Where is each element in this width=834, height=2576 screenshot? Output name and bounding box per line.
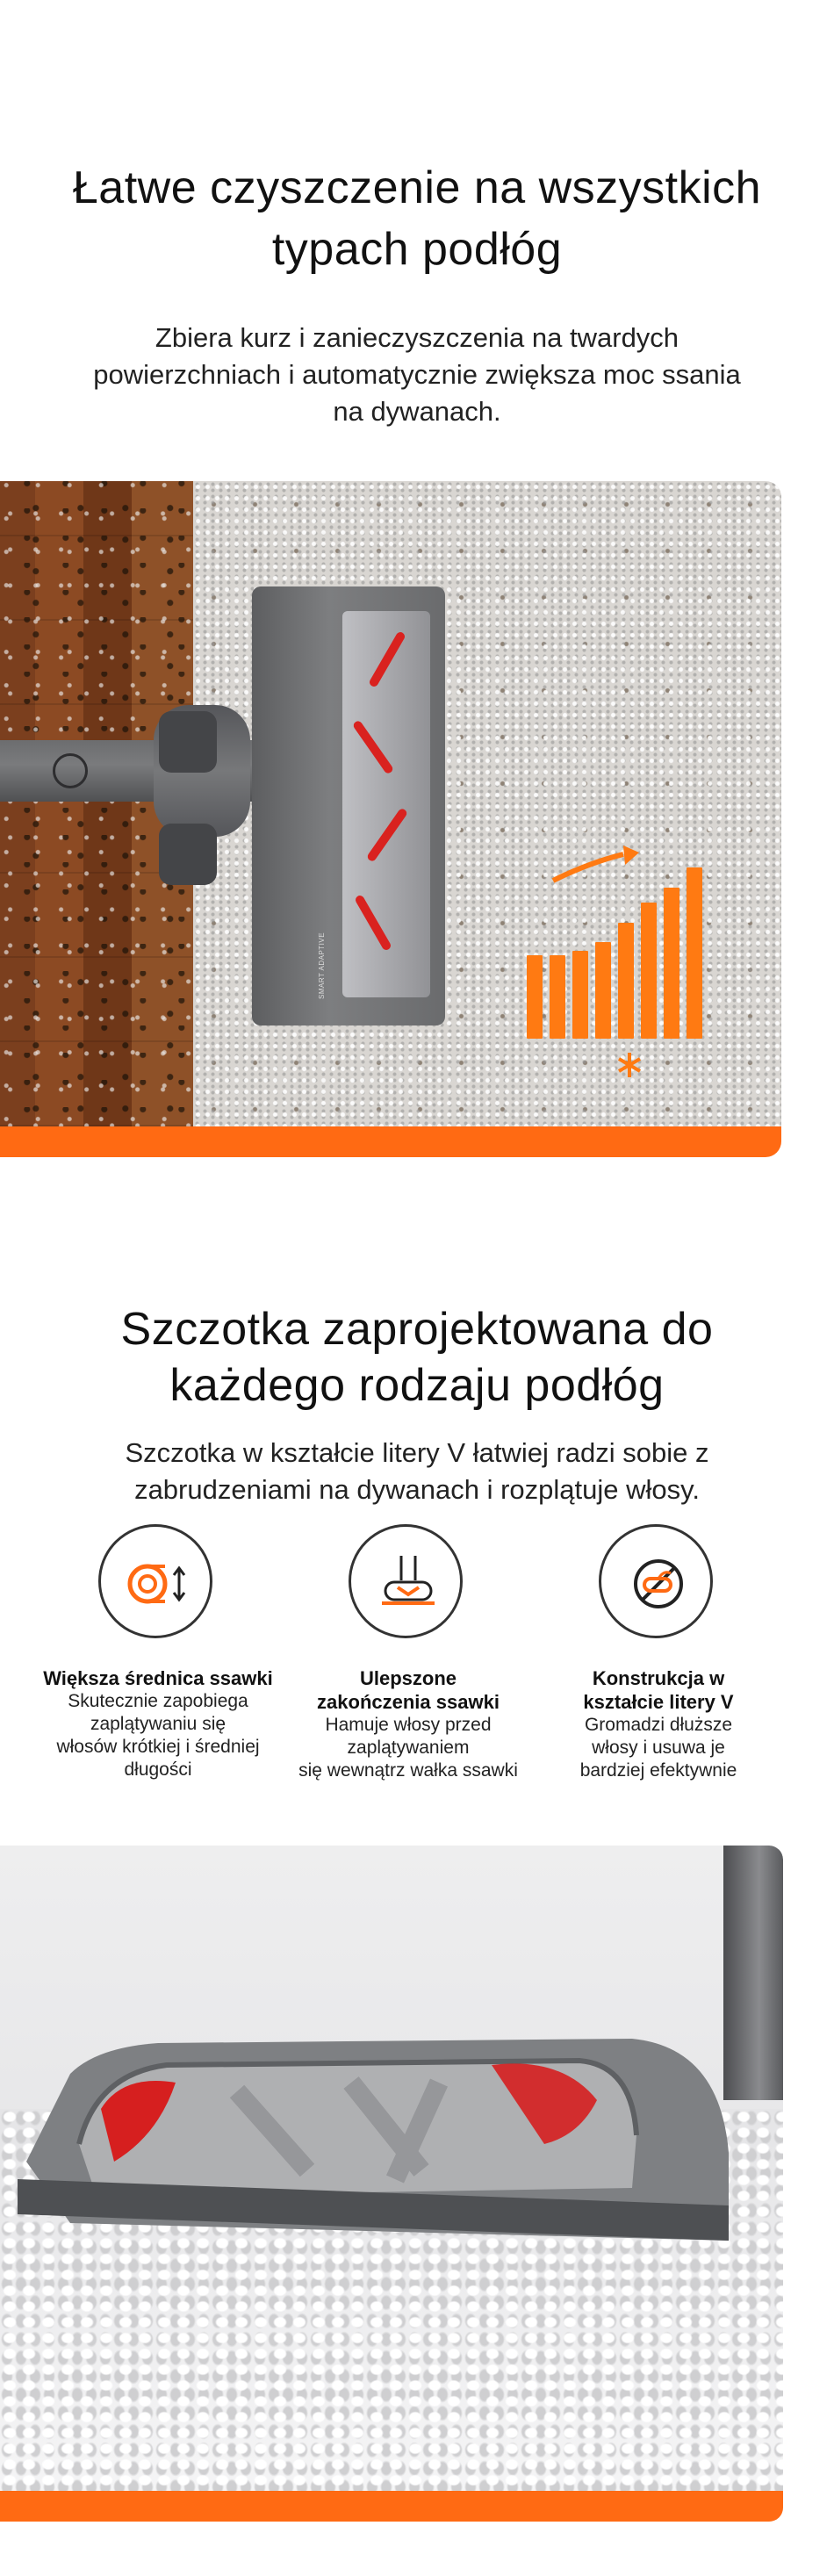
section1-title-line2: typach podłóg: [271, 224, 563, 275]
section1-desc-line2: powierzchniach i automatycznie zwiększa moc ssania: [93, 359, 741, 390]
brush-head-illustration: [18, 2012, 737, 2276]
section2-title-line1: Szczotka zaprojektowana do: [120, 1304, 714, 1355]
feature-desc-line: zaplątywaniem: [347, 1738, 470, 1758]
feature-desc-line: bardziej efektywnie: [579, 1760, 737, 1781]
feature-desc-line: Skutecznie zapobiega: [68, 1691, 248, 1711]
section1-desc-line1: Zbiera kurz i zanieczyszczenia na twardych: [155, 322, 679, 353]
feature-desc-line: Gromadzi dłuższe: [584, 1715, 733, 1735]
feature-title-line2: zakończenia ssawki: [317, 1691, 500, 1713]
accent-band: [0, 1126, 781, 1157]
feature-title-line2: kształcie litery V: [583, 1691, 734, 1713]
feature-desc-line: zaplątywaniu się: [90, 1714, 226, 1734]
feature-desc-line: włosów krótkiej i średniej: [56, 1737, 260, 1757]
brush-diameter-icon: [98, 1524, 212, 1638]
accent-band: [0, 2491, 783, 2522]
section2-desc-line2: zabrudzeniami na dywanach i rozplątuje włosy.: [134, 1474, 700, 1505]
feature-list: [0, 1524, 834, 1788]
feature-title: Konstrukcja w: [592, 1667, 725, 1689]
brush-window: [342, 611, 430, 997]
wheel-top: [159, 711, 217, 773]
brush-carpet-image: [0, 1846, 783, 2522]
trend-arrow-icon: [527, 828, 737, 1039]
section1-title-line1: Łatwe czyszczenie na wszystkich: [72, 162, 762, 213]
wheel-bottom: [159, 824, 217, 885]
section1-desc-line3: na dywanach.: [333, 396, 501, 427]
feature-desc-line: Hamuje włosy przed: [325, 1715, 492, 1735]
section2-desc-line1: Szczotka w kształcie litery V łatwiej radzi sobie z: [125, 1437, 709, 1468]
brush-ends-icon: [349, 1524, 463, 1638]
feature-title: Ulepszone: [359, 1667, 457, 1689]
feature-desc-line: włosy i usuwa je: [592, 1738, 725, 1758]
feature-desc-line: się wewnątrz wałka ssawki: [298, 1760, 518, 1781]
feature-title: Większa średnica ssawki: [43, 1667, 273, 1689]
snowflake-icon: [615, 1050, 644, 1080]
no-tangle-icon: [599, 1524, 713, 1638]
suction-power-bars: [527, 828, 737, 1039]
section2-title-line2: każdego rodzaju podłóg: [169, 1360, 665, 1411]
head-label: SMART ADAPTIVE: [318, 932, 326, 999]
power-button-icon: [53, 753, 88, 788]
vacuum-head: [252, 586, 445, 1025]
feature-desc-line: długości: [124, 1759, 192, 1780]
floor-comparison-image: [0, 481, 781, 1157]
